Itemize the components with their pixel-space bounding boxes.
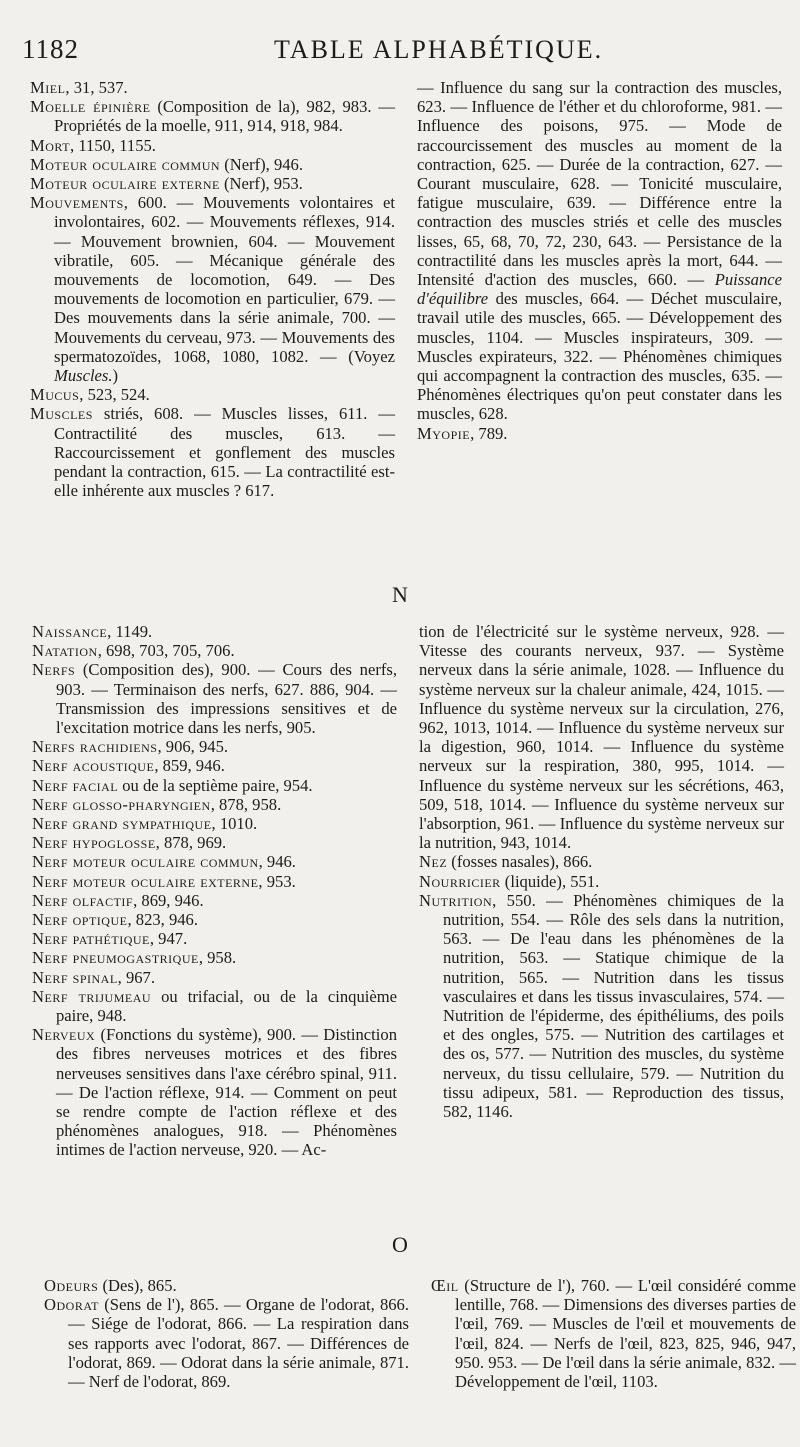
- entry-headword: Nerfs: [32, 660, 76, 680]
- section-m: [30, 78, 782, 500]
- entry-text: , 698, 703, 705, 706.: [97, 641, 235, 661]
- index-entry: [32, 891, 397, 910]
- section-o-left-column: [44, 1276, 409, 1391]
- entry-text: , 550. — Phénomènes chimiques de la nutrition, 554. — Rôle des sels dans la nutrition, 563. — De l'eau dans les phénomènes de la nutrition, 563. — Statique chimique de la nutrition, 565. — Nutrition dans les tissus vasculaires et dans les tissus invasculaires, 574. — Nutrition de l'épiderme, des épithéliums, des poils et des ongles, 575. — Nutrition des cartilages et des os, 577. — Nutrition des muscles, du système nerveux, du tissu cellulaire, 579. — Nutrition du tissu adipeux, 581. — Reproduction des tissus, 582, 1146.: [443, 890, 784, 1122]
- entry-headword: Mort: [30, 135, 71, 155]
- entry-headword: Mouvements: [30, 193, 124, 213]
- index-entry: [32, 987, 397, 1025]
- entry-text: (Composition des), 900. — Cours des nerfs, 903. — Terminaison des nerfs, 627. 886, 904. — Transmission des impressions sensitives et de l'excitation motrice dans les nerfs, 905.: [56, 660, 397, 738]
- entry-headword: Nerveux: [32, 1025, 96, 1045]
- entry-headword: Nerf spinal: [32, 967, 118, 987]
- entry-text: (Nerf), 953.: [219, 174, 303, 194]
- index-entry: [32, 852, 397, 871]
- entry-headword: Mucus: [30, 385, 80, 405]
- index-entry: [30, 174, 395, 193]
- page-number: 1182: [22, 34, 79, 64]
- entry-text: striés, 608. — Muscles lisses, 611. — Contractilité des muscles, 613. — Raccourcissement et gonflement des muscles pendant la contraction, 615. — La contractilité est-elle inhérente aux muscles ? 617.: [54, 404, 395, 501]
- index-entry: [32, 737, 397, 756]
- entry-text: , 946.: [258, 852, 296, 872]
- entry-text: (Sens de l'), 865. — Organe de l'odorat, 866. — Siége de l'odorat, 866. — La respiration dans ses rapports avec l'odorat, 867. — Différences de l'odorat, 869. — Odorat dans la série animale, 871. — Nerf de l'odorat, 869.: [68, 1295, 409, 1392]
- entry-headword: Nez: [419, 852, 448, 872]
- entry-headword: Œil: [431, 1276, 459, 1295]
- entry-text: — Influence du sang sur la contraction des muscles, 623. — Influence de l'éther et du chloroforme, 981. — Influence des poisons, 975. — Mode de raccourcissement des muscles au moment de la contraction, 625. — Durée de la contraction, 627. — Courant musculaire, 628. — Tonicité musculaire, fatigue musculaire, 639. — Différence entre la contraction des muscles striés et celle des muscles lisses, 65, 68, 70, 72, 230, 643. — Persistance de la contractilité dans les muscles après la mort, 644. — Intensité d'action des muscles, 660. —: [417, 78, 782, 290]
- entry-headword: Nerf optique: [32, 910, 128, 930]
- section-letter-n: N: [392, 582, 408, 607]
- index-entry: [30, 136, 395, 155]
- index-entry: [419, 891, 784, 1121]
- index-entry: [30, 404, 395, 500]
- running-title: TABLE ALPHABÉTIQUE.: [274, 35, 604, 64]
- index-entry: [32, 622, 397, 641]
- entry-text: (liquide), 551.: [500, 871, 600, 891]
- entry-headword: Nerf moteur oculaire commun: [32, 852, 259, 872]
- index-entry: [30, 193, 395, 385]
- entry-italic-text: Puissance d'équilibre: [417, 270, 782, 309]
- entry-headword: Nourricier: [419, 871, 501, 891]
- index-entry: [419, 852, 784, 871]
- entry-text: ou de la septième paire, 954.: [118, 775, 313, 795]
- index-entry: [32, 948, 397, 967]
- section-o-right-column: [431, 1276, 796, 1391]
- section-n-left-column: [32, 622, 397, 1160]
- index-entry: [32, 660, 397, 737]
- entry-text: (Nerf), 946.: [220, 154, 303, 174]
- index-entry: [431, 1276, 796, 1391]
- entry-headword: Nerf moteur oculaire externe: [32, 871, 259, 891]
- entry-headword: Nerf glosso-pharyngien: [32, 794, 211, 814]
- index-entry: [32, 872, 397, 891]
- entry-headword: Nerf hypoglosse: [32, 833, 156, 853]
- section-letter-o: O: [392, 1232, 408, 1257]
- entry-text: des muscles, 664. — Déchet musculaire, travail utile des muscles, 665. — Développement des muscles, 1104. — Muscles inspirateurs, 309. — Muscles expirateurs, 322. — Phénomènes chimiques qui accompagnent la contraction des muscles, 635. — Phénomènes électriques qu'on peut constater dans les muscles, 628.: [417, 289, 782, 424]
- index-entry: [30, 78, 395, 97]
- entry-headword: Nerf pathétique: [32, 929, 150, 949]
- index-entry: [32, 814, 397, 833]
- entry-headword: Miel: [30, 78, 66, 97]
- entry-headword: Nerf grand sympathique: [32, 814, 212, 834]
- entry-headword: Nutrition: [419, 890, 493, 910]
- entry-text: , 789.: [470, 423, 508, 443]
- index-entry: [32, 833, 397, 852]
- index-entry: [32, 929, 397, 948]
- index-entry: [32, 795, 397, 814]
- entry-text: , 906, 945.: [157, 737, 229, 757]
- entry-text: , 1010.: [211, 814, 258, 834]
- entry-headword: Moteur oculaire commun: [30, 154, 221, 174]
- section-m-right-column: [417, 78, 782, 500]
- index-entry: [32, 641, 397, 660]
- index-entry: [419, 872, 784, 891]
- entry-headword: Naissance: [32, 622, 108, 641]
- entry-text: , 600. — Mouvements volontaires et involontaires, 602. — Mouvements réflexes, 914. — Mouvement brownien, 604. — Mouvement vibratile, 605. — Mécanique générale des mouvements de locomotion, 649. — Des mouvements de locomotion en particulier, 679. — Des mouvements dans la série animale, 700. — Mouvements du cerveau, 973. — Mouvements des spermatozoïdes, 1068, 1080, 1082. — (Voyez: [54, 193, 395, 366]
- entry-text: (Composition de la), 982, 983. — Propriétés de la moelle, 911, 914, 918, 984.: [54, 97, 395, 136]
- entry-text: (fosses nasales), 866.: [447, 852, 593, 872]
- index-entry: [30, 97, 395, 135]
- entry-headword: Natation: [32, 641, 98, 661]
- entry-text: , 1150, 1155.: [70, 135, 156, 155]
- entry-headword: Nerfs rachidiens: [32, 737, 158, 757]
- index-entry-continuation: [419, 622, 784, 852]
- entry-text: ou trifacial, ou de la cinquième paire, 948.: [56, 986, 397, 1026]
- entry-headword: Nerf facial: [32, 775, 119, 795]
- index-entry: [417, 424, 782, 443]
- index-entry-continuation: [417, 78, 782, 424]
- index-entry: [32, 776, 397, 795]
- entry-headword: Odeurs: [44, 1276, 99, 1295]
- entry-text: , 859, 946.: [154, 756, 225, 776]
- entry-headword: Nerf trijumeau: [32, 986, 152, 1006]
- entry-headword: Nerf acoustique: [32, 756, 155, 776]
- entry-text: , 947.: [149, 929, 188, 949]
- entry-headword: Odorat: [44, 1295, 99, 1315]
- entry-text: , 953.: [258, 871, 296, 891]
- index-entry: [30, 155, 395, 174]
- running-header: [22, 34, 776, 70]
- entry-text: , 869, 946.: [133, 890, 204, 910]
- entry-headword: Nerf pneumogastrique: [32, 948, 199, 968]
- index-entry: [44, 1276, 409, 1295]
- entry-italic-text: Muscles.: [54, 366, 113, 386]
- entry-text: tion de l'électricité sur le système nerveux, 928. — Vitesse des courants nerveux, 937. — Système nerveux dans la série animale, 1028. — Influence du système nerveux sur la chaleur animale, 424, 1015. — Influence du système nerveux sur la circulation, 276, 962, 1013, 1014. — Influence du système nerveux sur la digestion, 960, 1014. — Influence du système nerveux sur la respiration, 380, 995, 1014. — Influence du système nerveux sur les sécrétions, 463, 509, 518, 1014. — Influence du système nerveux sur l'absorption, 961. — Influence du système nerveux sur la nutrition, 943, 1014.: [419, 622, 784, 853]
- entry-headword: Moelle épinière: [30, 97, 151, 117]
- entry-text: (Des), 865.: [98, 1276, 177, 1295]
- section-o: [44, 1276, 796, 1391]
- entry-text: , 523, 524.: [79, 385, 150, 405]
- entry-text: , 878, 958.: [210, 794, 282, 814]
- entry-text: , 1149.: [107, 622, 153, 641]
- entry-headword: Myopie: [417, 423, 471, 443]
- entry-text: , 967.: [117, 967, 155, 987]
- entry-text: (Fonctions du système), 900. — Distinction des fibres nerveuses motrices et des fibres nerveuses sensitives dans l'axe cérébro spinal, 911. — De l'action réflexe, 914. — Comment on peut se rendre compte de l'action réflexe et des phénomènes analogues, 918. — Phénomènes intimes de l'action nerveuse, 920. — Ac-: [56, 1025, 397, 1160]
- entry-text: , 31, 537.: [65, 78, 128, 97]
- index-entry: [32, 968, 397, 987]
- entry-text: (Structure de l'), 760. — L'œil considéré comme lentille, 768. — Dimensions des diverses parties de l'œil, 769. — Muscles de l'œil et mouvements de l'œil, 824. — Nerfs de l'œil, 823, 825, 946, 947, 950. 953. — De l'œil dans la série animale, 832. — Développement de l'œil, 1103.: [455, 1276, 796, 1392]
- entry-text: , 958.: [198, 948, 237, 968]
- entry-headword: Muscles: [30, 404, 93, 424]
- index-entry: [44, 1295, 409, 1391]
- entry-headword: Moteur oculaire externe: [30, 174, 220, 194]
- section-n-right-column: [419, 622, 784, 1160]
- index-entry: [32, 1025, 397, 1159]
- index-entry: [32, 910, 397, 929]
- entry-text: , 823, 946.: [127, 910, 198, 930]
- section-n: [32, 622, 784, 1160]
- entry-text: ): [112, 366, 119, 386]
- entry-text: , 878, 969.: [155, 833, 227, 853]
- index-entry: [32, 756, 397, 775]
- index-entry: [30, 385, 395, 404]
- section-m-left-column: [30, 78, 395, 500]
- entry-headword: Nerf olfactif: [32, 890, 134, 910]
